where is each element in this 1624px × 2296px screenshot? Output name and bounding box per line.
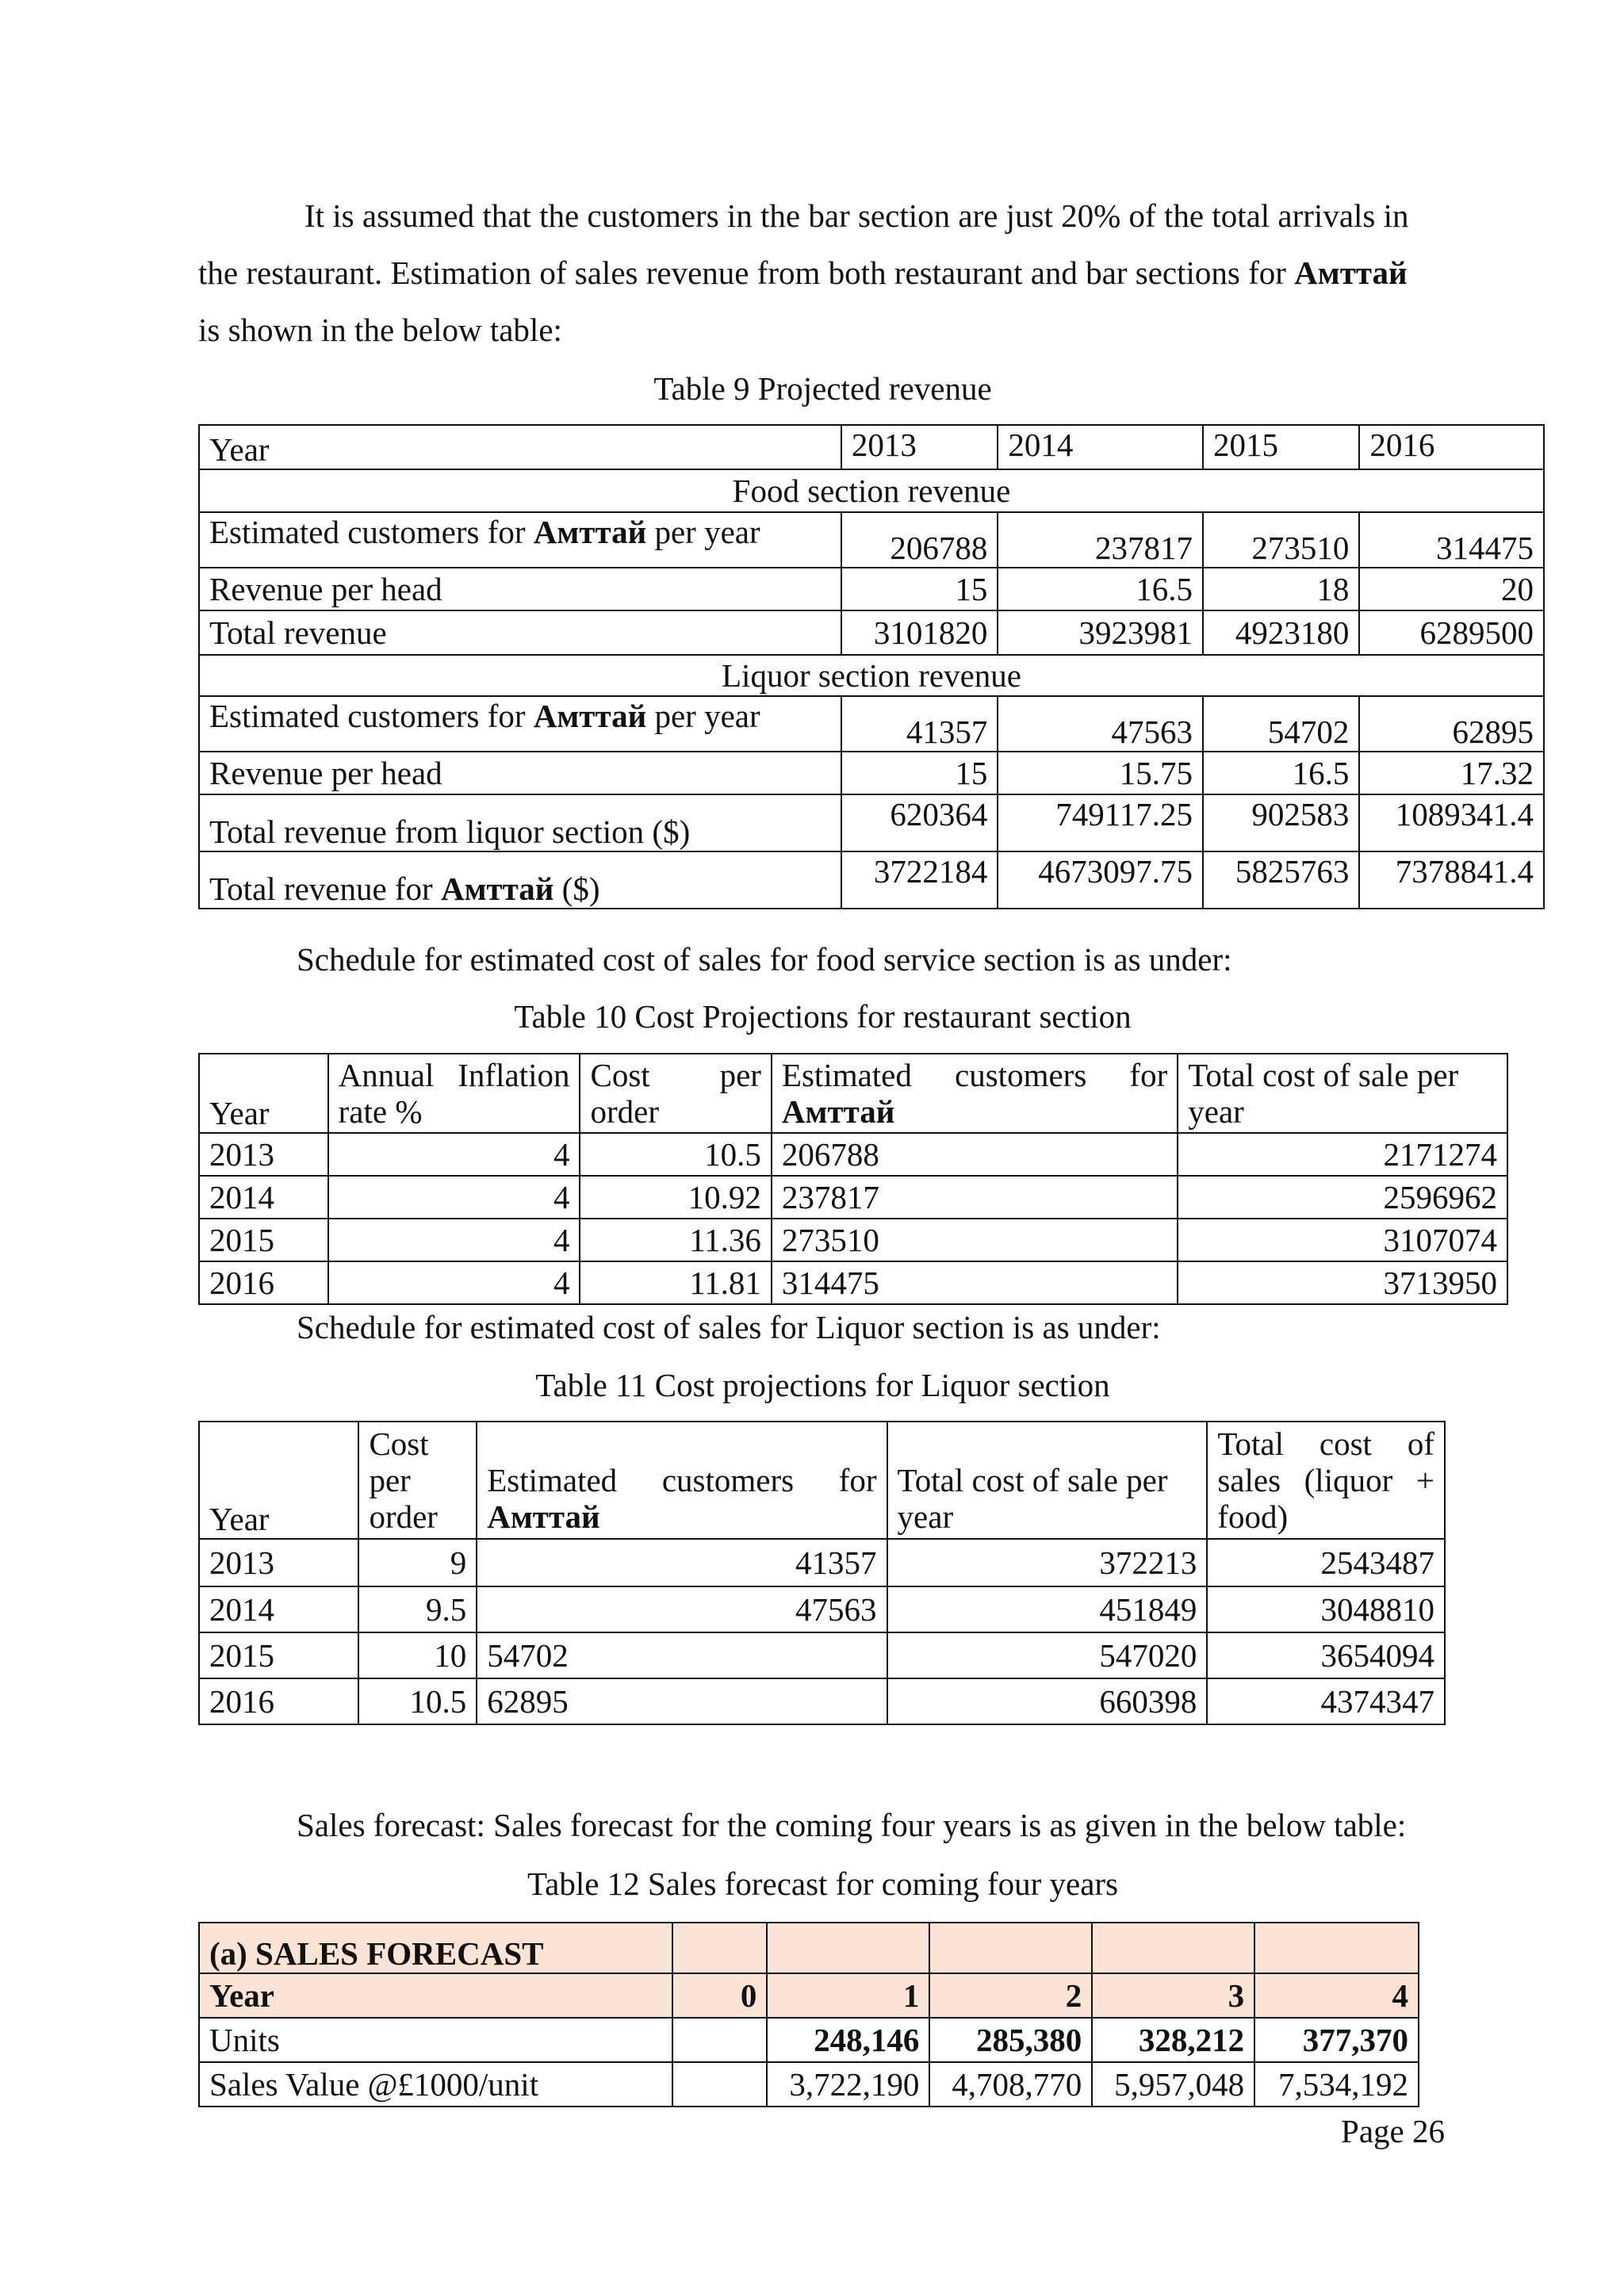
cell: 1 [767,1973,929,2018]
cell: 10 [358,1632,477,1678]
table9-year: 2013 [841,425,998,469]
table-row [199,1219,1507,1261]
cell: 16.5 [998,568,1203,610]
page-number: Page 26 [1341,2113,1445,2149]
table9-food-section-title: Food section revenue [199,469,1544,512]
cell: 7,534,192 [1254,2062,1419,2107]
cell: 206788 [841,512,998,568]
cell [929,1923,1092,1973]
col-header: Estimated customers for Амттай [772,1054,1178,1133]
cell: 9 [358,1539,477,1586]
cell: 2 [929,1973,1092,2018]
cell: 2014 [199,1176,328,1219]
cell: 3713950 [1178,1261,1507,1304]
cell: 2015 [199,1219,328,1261]
table-row [199,794,1544,851]
col-header: Total cost of sales (liquor + food) [1207,1422,1445,1539]
cell: 17.32 [1359,752,1544,794]
cell: 660398 [887,1678,1208,1724]
table9-projected-revenue [198,424,1545,909]
cell: 1089341.4 [1359,794,1544,851]
table9-year: 2016 [1359,425,1544,469]
row-label: Year [199,1973,672,2018]
table-row [199,1586,1445,1632]
cell [1092,1923,1254,1973]
cell: 2013 [199,1539,358,1586]
cell: 3048810 [1207,1586,1445,1632]
cell: 7378841.4 [1359,851,1544,909]
table-row [199,2018,1419,2062]
intro-paragraph [198,187,1435,358]
cell: 3 [1092,1973,1254,2018]
cell: 6289500 [1359,610,1544,655]
table-row [199,2062,1419,2107]
row-label: Total revenue from liquor section ($) [199,794,841,851]
cell: 11.36 [580,1219,771,1261]
table11-header-row [199,1422,1445,1539]
cell: 4 [1254,1973,1419,2018]
cell: 4374347 [1207,1678,1445,1724]
cell: 749117.25 [998,794,1203,851]
cell: 4 [328,1176,580,1219]
col-header: Year [199,1422,358,1539]
cell: 5825763 [1203,851,1359,909]
cell: 4,708,770 [929,2062,1092,2107]
cell: 11.81 [580,1261,771,1304]
cell: 3654094 [1207,1632,1445,1678]
cell [672,1923,767,1973]
table-row [199,696,1544,752]
cell: 273510 [1203,512,1359,568]
table-row [199,512,1544,568]
cell: 4 [328,1219,580,1261]
cell [672,2018,767,2062]
table11-cost-liquor [198,1421,1446,1725]
col-header: Total cost of sale per year [887,1422,1208,1539]
cell: 2543487 [1207,1539,1445,1586]
row-label: Total revenue [199,610,841,655]
row-label: Estimated customers for Амттай per year [199,512,841,568]
row-label: Revenue per head [199,568,841,610]
table12-title: (a) SALES FORECAST [199,1923,672,1973]
table10-header-row [199,1054,1507,1133]
cell: 273510 [772,1219,1178,1261]
cell: 20 [1359,568,1544,610]
row-label: Revenue per head [199,752,841,794]
cell: 10.5 [358,1678,477,1724]
cell: 15 [841,568,998,610]
cell: 0 [672,1973,767,2018]
cell: 54702 [1203,696,1359,752]
row-label: Units [199,2018,672,2062]
cell: 620364 [841,794,998,851]
col-header: Cost per order [358,1422,477,1539]
cell: 328,212 [1092,2018,1254,2062]
table-row [199,752,1544,794]
cell: 377,370 [1254,2018,1419,2062]
cell: 16.5 [1203,752,1359,794]
cell: 2016 [199,1261,328,1304]
cell [672,2062,767,2107]
cell: 41357 [841,696,998,752]
paragraph-liquor-cost: Schedule for estimated cost of sales for Liquor section is as under: [297,1309,1161,1345]
col-header: Annual Inflation rate % [328,1054,580,1133]
paragraph-food-cost: Schedule for estimated cost of sales for food service section is as under: [297,941,1232,978]
col-header: Estimated customers for Амттай [477,1422,887,1539]
cell [767,1923,929,1973]
col-header: Cost per order [580,1054,771,1133]
cell: 451849 [887,1586,1208,1632]
cell: 3923981 [998,610,1203,655]
row-label: Sales Value @£1000/unit [199,2062,672,2107]
cell: 285,380 [929,2018,1092,2062]
cell: 4 [328,1261,580,1304]
cell: 4673097.75 [998,851,1203,909]
cell: 18 [1203,568,1359,610]
table9-header-row [199,425,1544,469]
table12-title-row [199,1923,1419,1973]
cell: 547020 [887,1632,1208,1678]
cell: 54702 [477,1632,887,1678]
intro-line-1: It is assumed that the customers in the bar section are just 20% of the total arrivals in [304,197,1409,234]
cell: 62895 [477,1678,887,1724]
cell: 248,146 [767,2018,929,2062]
table-row [199,1632,1445,1678]
table-row [199,1678,1445,1724]
table9-year: 2015 [1203,425,1359,469]
cell: 314475 [1359,512,1544,568]
cell: 10.5 [580,1133,771,1176]
cell: 3,722,190 [767,2062,929,2107]
cell: 237817 [772,1176,1178,1219]
cell: 2014 [199,1586,358,1632]
cell: 4923180 [1203,610,1359,655]
table9-liquor-section-title: Liquor section revenue [199,655,1544,696]
cell: 2013 [199,1133,328,1176]
cell: 2596962 [1178,1176,1507,1219]
row-label: Total revenue for Амттай ($) [199,851,841,909]
table12-year-row [199,1973,1419,2018]
intro-line-3: is shown in the below table: [198,312,562,348]
paragraph-sales-forecast: Sales forecast: Sales forecast for the coming four years is as given in the below table: [297,1807,1407,1843]
cell: 47563 [477,1586,887,1632]
cell: 237817 [998,512,1203,568]
cell: 62895 [1359,696,1544,752]
table9-year-label: Year [199,425,841,469]
cell: 4 [328,1133,580,1176]
cell: 41357 [477,1539,887,1586]
cell: 15.75 [998,752,1203,794]
cell: 314475 [772,1261,1178,1304]
table-row [199,1133,1507,1176]
intro-line-2: the restaurant. Estimation of sales revenue from both restaurant and bar sections for Амттай [198,254,1408,291]
table10-cost-restaurant [198,1053,1508,1305]
cell: 15 [841,752,998,794]
cell [1254,1923,1419,1973]
cell: 5,957,048 [1092,2062,1254,2107]
table11-caption: Table 11 Cost projections for Liquor section [535,1367,1110,1403]
cell: 10.92 [580,1176,771,1219]
cell: 2171274 [1178,1133,1507,1176]
table9-caption: Table 9 Projected revenue [653,370,992,407]
table9-year: 2014 [998,425,1203,469]
table-row [199,1176,1507,1219]
cell: 372213 [887,1539,1208,1586]
col-header: Year [199,1054,328,1133]
table-row [199,1261,1507,1304]
table-row [199,1539,1445,1586]
cell: 2015 [199,1632,358,1678]
cell: 2016 [199,1678,358,1724]
cell: 206788 [772,1133,1178,1176]
cell: 3101820 [841,610,998,655]
cell: 47563 [998,696,1203,752]
cell: 9.5 [358,1586,477,1632]
cell: 902583 [1203,794,1359,851]
table-row [199,568,1544,610]
table10-caption: Table 10 Cost Projections for restaurant section [514,998,1132,1035]
table12-caption: Table 12 Sales forecast for coming four years [527,1866,1119,1902]
cell: 3107074 [1178,1219,1507,1261]
table-row [199,610,1544,655]
table-row [199,851,1544,909]
table12-sales-forecast [198,1922,1419,2107]
col-header: Total cost of sale per year [1178,1054,1507,1133]
cell: 3722184 [841,851,998,909]
row-label: Estimated customers for Амттай per year [199,696,841,752]
